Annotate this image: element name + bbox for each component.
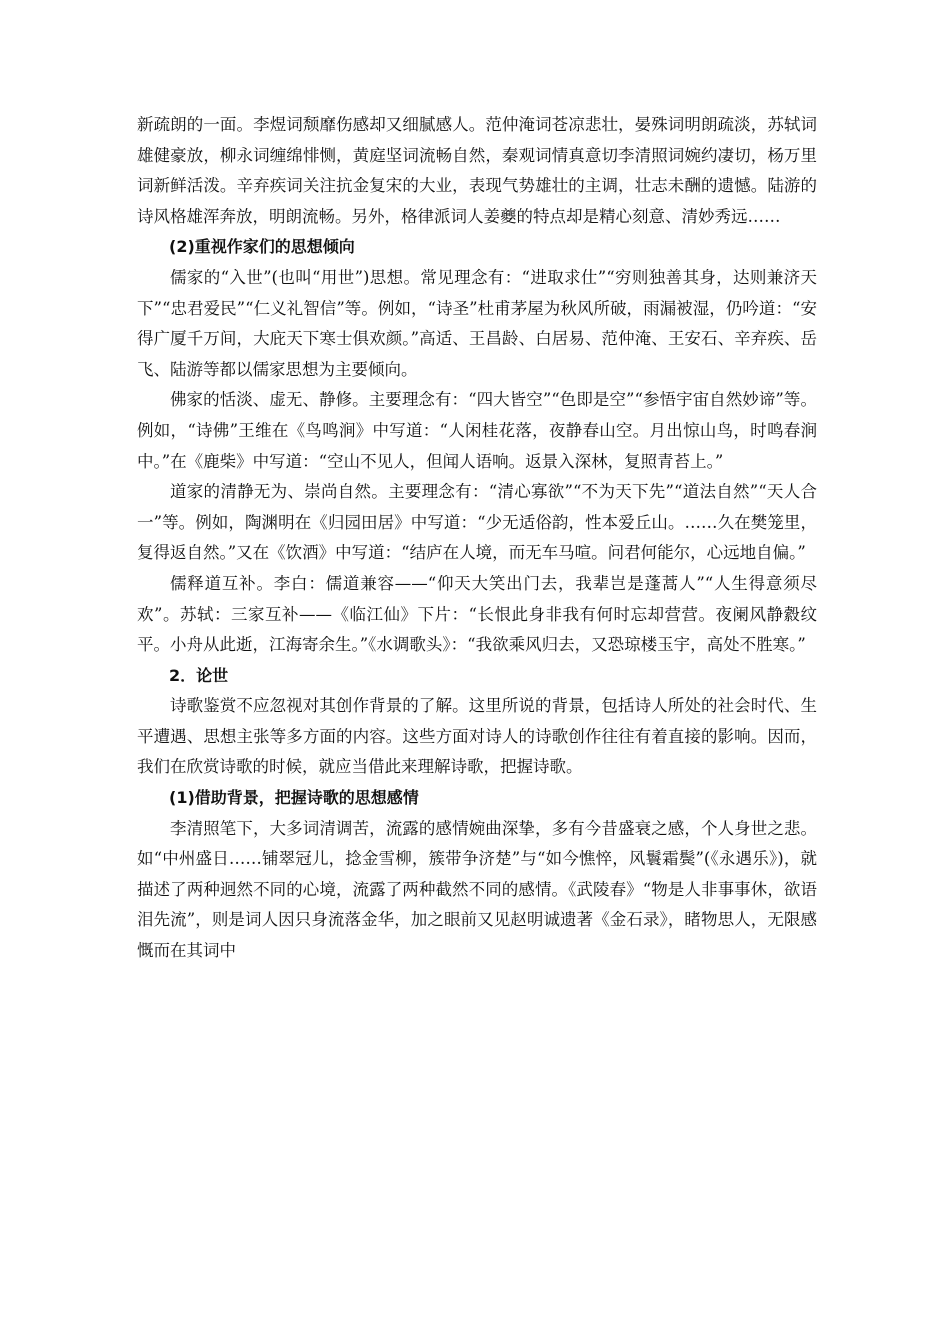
paragraph-taoist: 道家的清静无为、崇尚自然。主要理念有：“清心寡欲”“不为天下先”“道法自然”“天人合一”等。例如，陶渊明在《归园田居》中写道：“少无适俗韵，性本爱丘山。……久在樊笼里，复得返自然。”又在《饮酒》中写道：“结庐在人境，而无车马喧。问君何能尔，心远地自偏。” <box>137 482 817 563</box>
heading-background-emotion: (1)借助背景，把握诗歌的思想感情 <box>169 788 419 808</box>
paragraph-background-intro: 诗歌鉴赏不应忽视对其创作背景的了解。这里所说的背景，包括诗人所处的社会时代、生平遭遇、思想主张等多方面的内容。这些方面对诗人的诗歌创作往往有着直接的影响。因而，我们在欣赏诗歌的时候，就应当借此来理解诗歌，把握诗歌。 <box>137 696 817 777</box>
paragraph-ci-styles: 新疏朗的一面。李煜词颓靡伤感却又细腻感人。范仲淹词苍凉悲壮，晏殊词明朗疏淡，苏轼词雄健豪放，柳永词缠绵悱恻，黄庭坚词流畅自然，秦观词情真意切李清照词婉约凄切，杨万里词新鲜活泼。辛弃疾词关注抗金复宋的大业，表现气势雄壮的主调，壮志未酬的遗憾。陆游的诗风格雄浑奔放，明朗流畅。另外，格律派词人姜夔的特点却是精心刻意、清妙秀远…… <box>137 115 817 226</box>
paragraph-li-qingzhao: 李清照笔下，大多词清调苦，流露的感情婉曲深挚，多有今昔盛衰之感，个人身世之悲。如“中州盛日……铺翠冠儿，捻金雪柳，簇带争济楚”与“如今憔悴，风鬟霜鬓”(《永遇乐》)，就描述了两种迥然不同的心境，流露了两种截然不同的感情。《武陵春》“物是人非事事休，欲语泪先流”，则是词人因只身流落金华，加之眼前又见赵明诚遗著《金石录》，睹物思人，无限感慨而在其词中 <box>137 818 817 961</box>
heading-thought-tendency: (2)重视作家们的思想倾向 <box>169 237 355 257</box>
paragraph-three-teachings: 儒释道互补。李白：儒道兼容——“仰天大笑出门去，我辈岂是蓬蒿人”“人生得意须尽欢”。苏轼：三家互补——《临江仙》下片：“长恨此身非我有何时忘却营营。夜阑风静縠纹平。小舟从此逝，江海寄余生。”《水调歌头》：“我欲乘风归去，又恐琼楼玉宇，高处不胜寒。” <box>137 573 817 655</box>
heading-lunshi: 2．论世 <box>169 665 229 685</box>
document-page <box>137 110 817 967</box>
paragraph-confucian: 儒家的“入世”(也叫“用世”)思想。常见理念有：“进取求仕”“穷则独善其身，达则兼济天下”“忠君爱民”“仁义礼智信”等。例如，“诗圣”杜甫茅屋为秋风所破，雨漏被湿，仍吟道：“安得广厦千万间，大庇天下寒士俱欢颜。”高适、王昌龄、白居易、范仲淹、王安石、辛弃疾、岳飞、陆游等都以儒家思想为主要倾向。 <box>137 267 817 379</box>
paragraph-buddhist: 佛家的恬淡、虚无、静修。主要理念有：“四大皆空”“色即是空”“参悟宇宙自然妙谛”等。例如，“诗佛”王维在《鸟鸣涧》中写道：“人闲桂花落，夜静春山空。月出惊山鸟，时鸣春涧中。”在《鹿柴》中写道：“空山不见人，但闻人语响。返景入深林，复照青苔上。” <box>137 390 817 471</box>
